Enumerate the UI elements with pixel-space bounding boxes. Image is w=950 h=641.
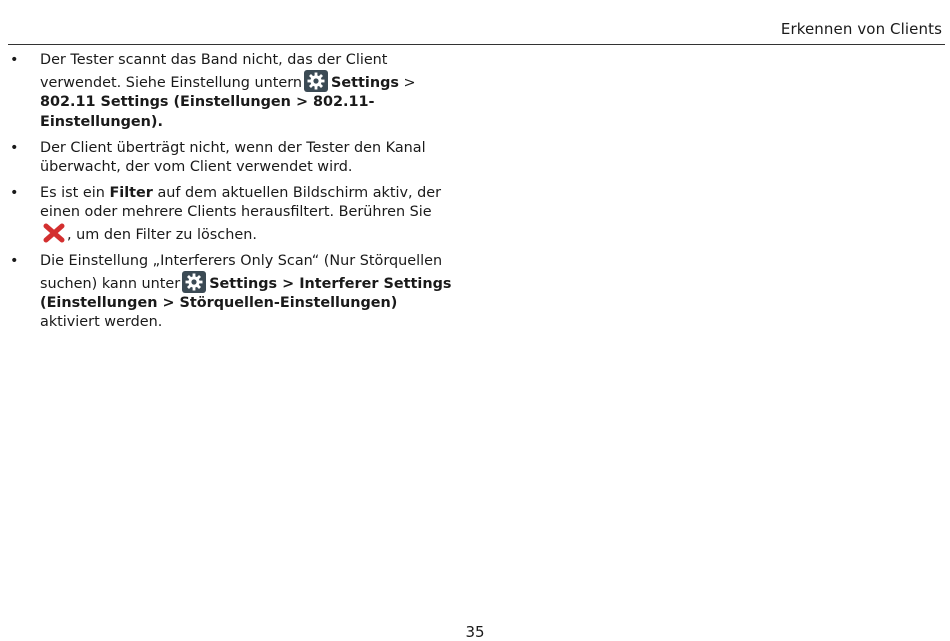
page-header [8,16,945,45]
bullet-list [8,51,458,340]
menu-path: Settings > Interferer Settings (Einstellungen > Störquellen-Einstellungen) [40,276,452,312]
bullet-marker: • [10,52,19,68]
menu-path: 802.11 Settings (Einstellungen > 802.11-Einstellungen). [40,94,375,130]
list-item: • Es ist ein Filter auf dem aktuellen Bildschirm aktiv, der einen oder mehrere Clients herausfiltert. Berühren Sie , um den Filter zu löschen. [10,185,442,243]
close-icon [43,223,65,243]
list-item [8,139,458,177]
bullet-marker: • [10,185,19,202]
gear-icon [182,271,206,293]
bullet-text: Der Client überträgt nicht, wenn der Tester den Kanal überwacht, der vom Client verwendet wird. [40,139,426,176]
section-title: Erkennen von Clients [780,20,942,38]
gear-icon [304,70,328,92]
bullet-text: Der Tester scannt das Band nicht, das der Client verwendet. Siehe Einstellung untern [40,52,388,92]
bullet-marker: • [10,139,19,156]
filter-label: Filter [109,185,153,202]
settings-label: Settings [331,75,399,92]
list-item: • Die Einstellung „Interferers Only Scan“ (Nur Störquellen suchen) kann unter Settings > Interferer Settings (Einstellungen > Störquellen-Einstellungen) aktiviert werden. [10,252,452,331]
page-number: 35 [465,623,485,641]
list-item: • Der Tester scannt das Band nicht, das der Client verwendet. Siehe Einstellung untern Settings > 802.11 Settings (Einstellungen > 802.11-Einstellungen). [10,52,416,130]
bullet-marker: • [10,252,19,269]
